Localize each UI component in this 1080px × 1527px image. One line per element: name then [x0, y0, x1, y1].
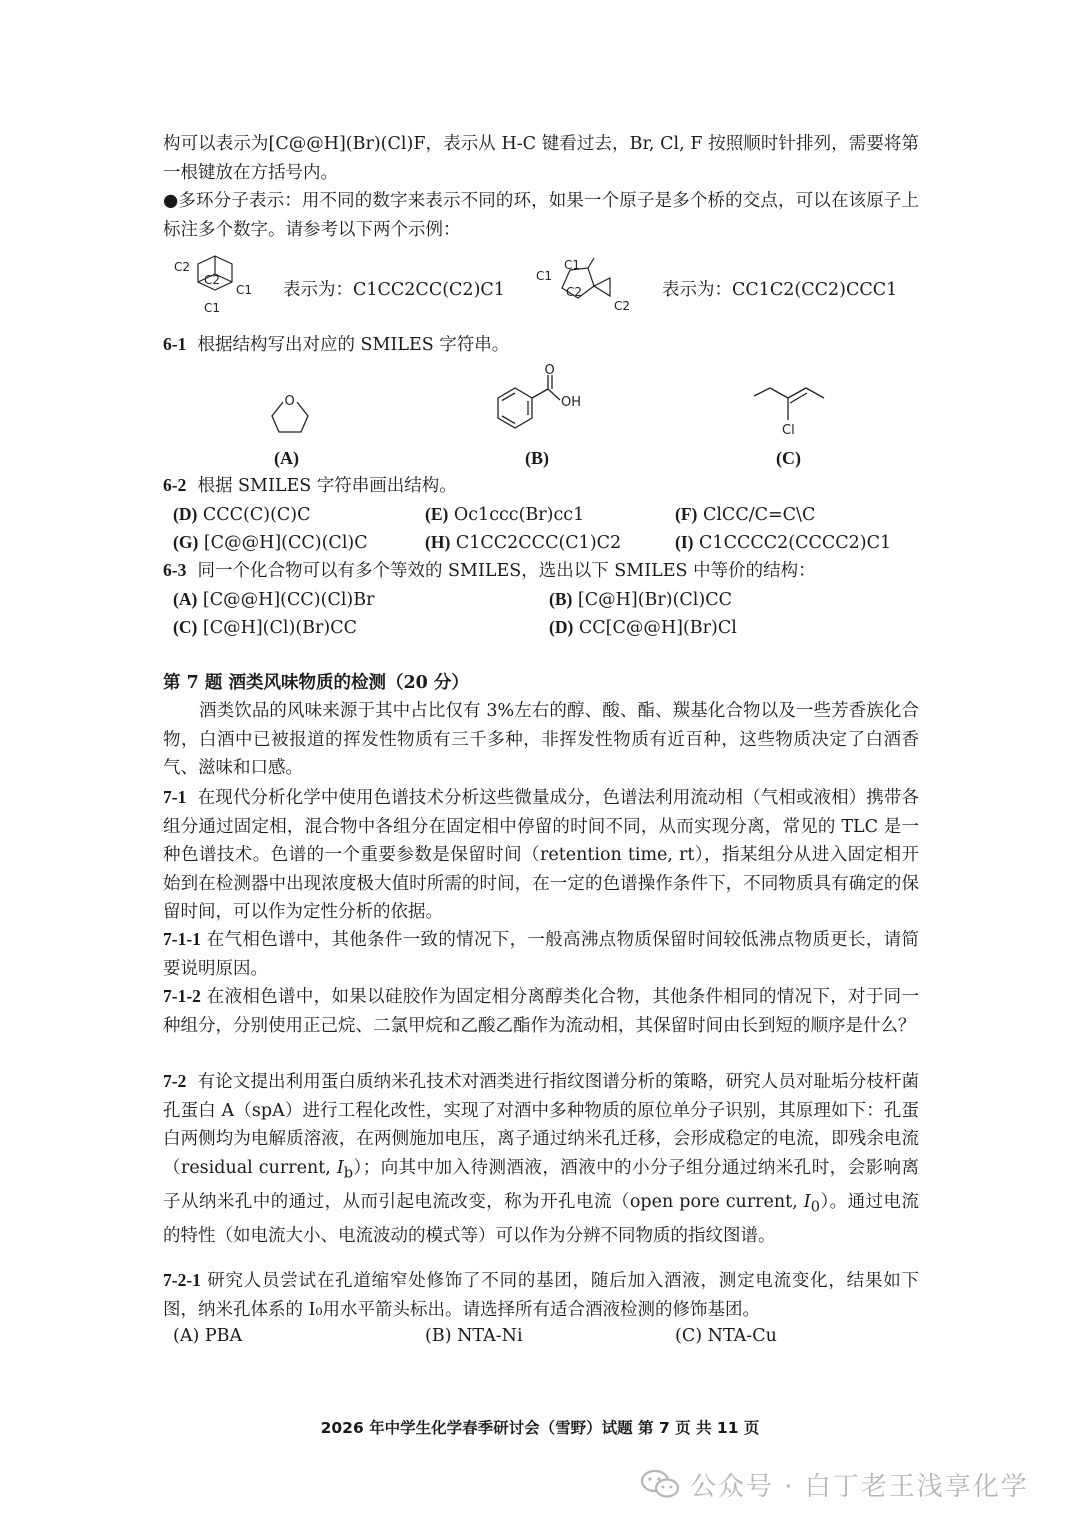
smiles-row-1 [163, 500, 923, 528]
question-text: ）。通过电流的特性（如电流大小、电流波动的模式等）可以作为分辨不同物质的指纹图谱。 [163, 1191, 919, 1246]
smiles-row-2 [163, 528, 923, 556]
option-value: PBA [204, 1326, 243, 1346]
smiles-value: [C@@H](CC)(Cl)C [203, 533, 368, 553]
question-7-intro: 酒类饮品的风味来源于其中占比仅有 3%左右的醇、酸、酯、羰基化合物以及一些芳香族化合物，白酒中已被报道的挥发性物质有三千多种，非挥发性物质有近百种，这些物质决定了白酒香气、滋味和口感。 [163, 701, 919, 778]
atom-label-o: O [544, 363, 555, 378]
question-text: 有论文提出利用蛋白质纳米孔技术对酒类进行指纹图谱分析的策略，研究人员对耻垢分枝杆菌孔蛋白 A（spA）进行工程化改性，实现了对酒中多种物质的原位单分子识别，其原理如下：孔蛋白两侧均为电解质溶液，在两侧施加电压，离子通过纳米孔迁移，会形成稳定的电流，即残余电流（residual current, [163, 1072, 919, 1178]
question-text: 根据结构写出对应的 SMILES 字符串。 [197, 335, 510, 355]
option-label: (C) [173, 617, 198, 637]
atom-label-cl: Cl [782, 423, 795, 438]
question-text: 根据 SMILES 字符串画出结构。 [197, 476, 457, 496]
structure-b-benzoic-acid [488, 362, 588, 442]
question-6-2 [163, 471, 923, 499]
example-2-label: C1 [564, 258, 581, 272]
intro-paragraph-1: 构可以表示为[C@@H](Br)(Cl)F，表示从 H-C 键看过去，Br, Cl, F 按照顺时针排列，需要将第一根键放在方括号内。 [163, 134, 919, 183]
question-number: 6-2 [163, 475, 187, 495]
question-number: 7-1 [163, 787, 187, 807]
example-1-label: C2 [204, 273, 221, 287]
smiles-value: [C@H](Cl)(Br)CC [202, 618, 357, 638]
example-2-structure [534, 252, 638, 318]
option-value: NTA-Ni [457, 1326, 523, 1346]
example-1-label: C2 [174, 260, 191, 274]
option-label: (B) [549, 589, 573, 609]
equivalence-row-2 [163, 613, 923, 641]
question-text: 在气相色谱中，其他条件一致的情况下，一般高沸点物质保留时间较低沸点物质更长，请简要说明原因。 [163, 930, 919, 979]
example-1-label: C1 [236, 283, 253, 297]
question-number: 7-1-2 [163, 986, 201, 1006]
example-2-label: C2 [566, 285, 583, 299]
option-label: (I) [675, 532, 694, 552]
option-label: (A) [173, 1326, 200, 1346]
subscript-b: b [343, 1164, 354, 1181]
question-number: 6-3 [163, 560, 187, 580]
question-text: 研究人员尝试在孔道缩窄处修饰了不同的基团，随后加入酒液，测定电流变化，结果如下图，纳米孔体系的 I₀用水平箭头标出。请选择所有适合酒液检测的修饰基团。 [163, 1271, 919, 1320]
question-7-1 [163, 783, 919, 927]
smiles-value: Oc1ccc(Br)cc1 [453, 505, 585, 525]
option-label: (H) [425, 532, 451, 552]
question-text: ）；向其中加入待测酒液，酒液中的小分子组分通过纳米孔时，会影响离子从纳米孔中的通过，从而引起电流改变，称为开孔电流（open pore current, [163, 1157, 919, 1212]
option-label: (D) [549, 617, 574, 637]
question-number: 6-1 [163, 334, 187, 354]
question-text: 同一个化合物可以有多个等效的 SMILES，选出以下 SMILES 中等价的结构： [197, 561, 816, 581]
question-number: 7-2 [163, 1071, 187, 1091]
option-label: (F) [675, 504, 698, 524]
question-7-title: 第 7 题 酒类风味物质的检测（20 分） [163, 673, 469, 693]
option-label: (E) [425, 504, 449, 524]
smiles-value: [C@@H](CC)(Cl)Br [202, 590, 375, 610]
option-label: (G) [173, 532, 199, 552]
structure-label-c: (C) [776, 448, 801, 468]
subscript-0: 0 [810, 1198, 820, 1215]
example-1-label: C1 [204, 301, 221, 315]
question-6-1 [163, 330, 923, 358]
example-2-label: C1 [536, 269, 553, 283]
smiles-value: C1CCCC2(CCCC2)C1 [699, 533, 892, 553]
smiles-value: CC[C@@H](Br)Cl [578, 618, 737, 638]
option-label: (A) [173, 589, 198, 609]
symbol-i: I [336, 1157, 344, 1178]
question-7-2-1-options [163, 1322, 923, 1350]
example-1-structure [170, 252, 260, 318]
question-text: 在液相色谱中，如果以硅胶作为固定相分离醇类化合物，其他条件相同的情况下，对于同一种组分，分别使用正己烷、二氯甲烷和乙酸乙酯作为流动相，其保留时间由长到短的顺序是什么？ [163, 987, 919, 1036]
question-7-1-2 [163, 982, 919, 1040]
symbol-i: I [803, 1191, 811, 1212]
option-label: (D) [173, 504, 198, 524]
option-label: (C) [675, 1326, 703, 1346]
question-7-2-1 [163, 1266, 919, 1324]
question-7-1-1 [163, 925, 919, 983]
example-2-label: C2 [614, 299, 631, 313]
structure-a-thf [262, 386, 318, 442]
question-7-2 [163, 1067, 919, 1250]
example-2-smiles: 表示为：CC1C2(CC2)CCC1 [662, 280, 898, 300]
example-1-smiles: 表示为：C1CC2CC(C2)C1 [283, 280, 505, 300]
equivalence-row-1 [163, 585, 923, 613]
structure-label-b: (B) [525, 448, 549, 468]
watermark-text: 公众号 · 白丁老王浅享化学 [690, 1471, 1029, 1502]
question-number: 7-2-1 [163, 1270, 201, 1290]
smiles-value: [C@H](Br)(Cl)CC [577, 590, 733, 610]
intro-paragraph-2: ●多环分子表示：用不同的数字来表示不同的环，如果一个原子是多个桥的交点，可以在该原子上标注多个数字。请参考以下两个示例： [163, 191, 919, 240]
smiles-value: ClCC/C=C\C [702, 505, 816, 525]
structure-c-chloroalkene [748, 380, 834, 440]
wechat-icon [640, 1469, 680, 1499]
question-text: 在现代分析化学中使用色谱技术分析这些微量成分，色谱法利用流动相（气相或液相）携带各组分通过固定相，混合物中各组分在固定相中停留的时间不同，从而实现分离，常见的 TLC 是一种色谱技术。色谱的一个重要参数是保留时间（retention time, rt），指某组分从进入固定相开始到在检测器中出现浓度极大值时所需的时间，在一定的色谱操作条件下，不同物质具有确定的保留时间，可以作为定性分析的依据。 [163, 788, 919, 922]
smiles-value: CCC(C)(C)C [202, 505, 311, 525]
option-value: NTA-Cu [707, 1326, 777, 1346]
question-number: 7-1-1 [163, 929, 201, 949]
question-6-3 [163, 556, 923, 584]
watermark [640, 1462, 1029, 1506]
option-label: (B) [425, 1326, 452, 1346]
atom-label-o: O [284, 394, 295, 409]
structure-label-a: (A) [274, 448, 299, 468]
smiles-value: C1CC2CCC(C1)C2 [455, 533, 622, 553]
page-footer: 2026 年中学生化学春季研讨会（雪野）试题 第 7 页 共 11 页 [320, 1419, 760, 1437]
atom-label-oh: OH [561, 395, 582, 410]
